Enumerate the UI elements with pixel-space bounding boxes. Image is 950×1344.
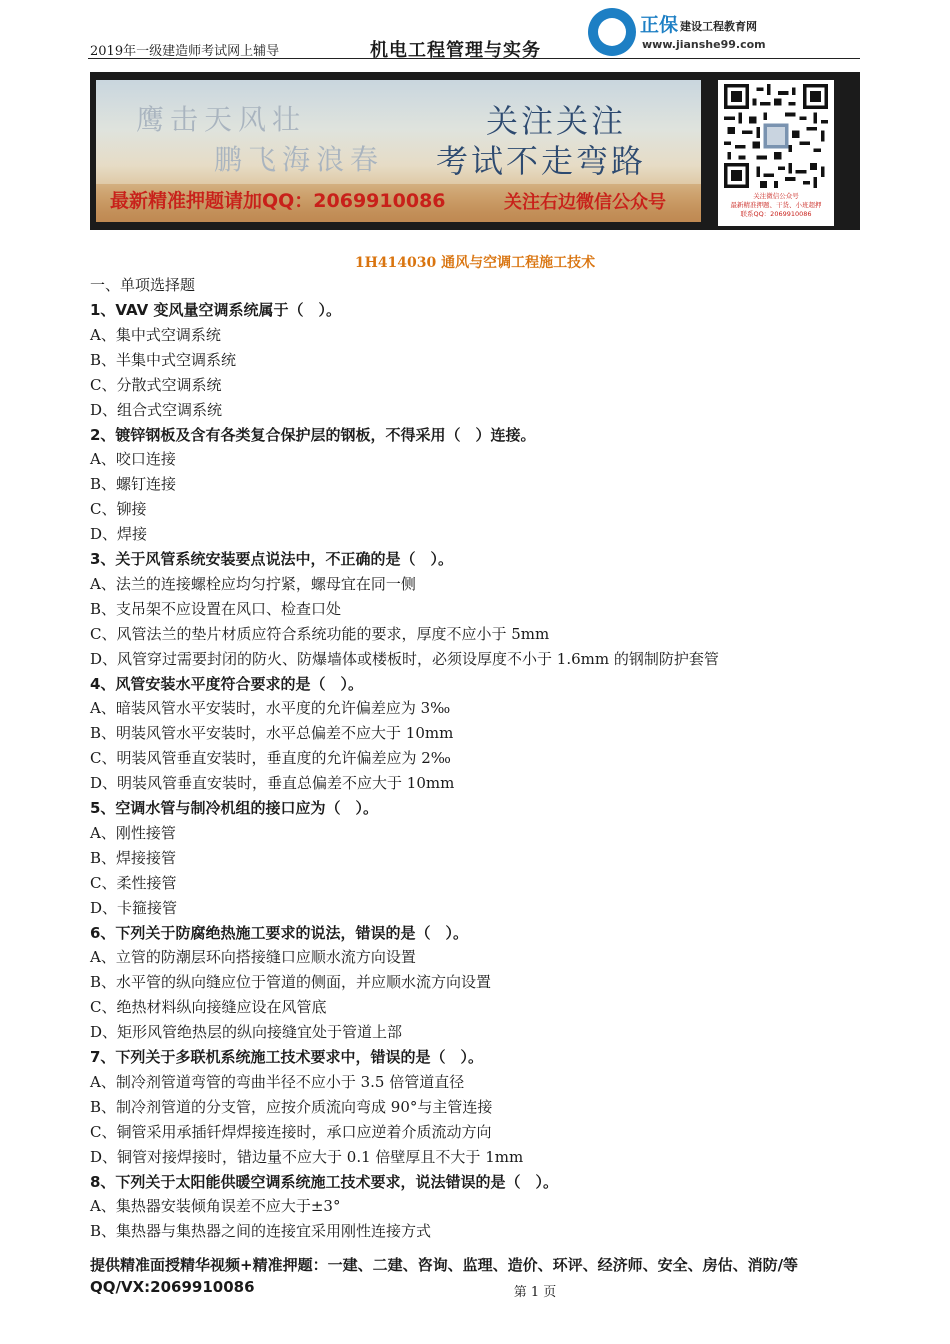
answer-option: A、法兰的连接螺栓应均匀拧紧，螺母宜在同一侧 xyxy=(90,574,416,593)
site-logo[interactable] xyxy=(588,8,860,56)
answer-option: A、集热器安装倾角误差不应大于±3° xyxy=(90,1197,341,1216)
answer-option: D、组合式空调系统 xyxy=(90,400,223,419)
answer-option: D、铜管对接焊接时，错边量不应大于 0.1 倍壁厚且不大于 1mm xyxy=(90,1147,524,1166)
answer-option: D、焊接 xyxy=(90,525,148,544)
answer-option: D、矩形风管绝热层的纵向接缝宜处于管道上部 xyxy=(90,1023,403,1042)
header-subject-title: 机电工程管理与实务 xyxy=(370,40,541,61)
header-divider xyxy=(88,58,860,59)
answer-option: D、卡箍接管 xyxy=(90,898,178,917)
answer-option: C、明装风管垂直安装时，垂直度的允许偏差应为 2‰ xyxy=(90,749,451,768)
answer-option: B、半集中式空调系统 xyxy=(90,350,237,369)
answer-option: B、焊接接管 xyxy=(90,848,177,867)
answer-option: B、水平管的纵向缝应位于管道的侧面，并应顺水流方向设置 xyxy=(90,973,492,992)
promo-banner[interactable] xyxy=(90,72,860,230)
section-heading: 一、单项选择题 xyxy=(90,276,196,294)
answer-option: A、立管的防潮层环向搭接缝口应顺水流方向设置 xyxy=(90,948,416,967)
document-title: 1H414030 通风与空调工程施工技术 xyxy=(354,255,596,271)
answer-option: C、分散式空调系统 xyxy=(90,375,222,394)
answer-option: A、咬口连接 xyxy=(90,450,176,469)
footer-promo-text: 提供精准面授精华视频+精准押题：一建、二建、咨询、监理、造价、环评、经济师、安全、房估、消防/等 xyxy=(90,1256,799,1274)
banner-slogan-line-2: 考试不走弯路 xyxy=(436,142,647,180)
answer-option: B、支吊架不应设置在风口、检查口处 xyxy=(90,599,342,618)
logo-sub-text: 建设工程教育网 xyxy=(680,20,757,33)
question-stem: 4、风管安装水平度符合要求的是（ ）。 xyxy=(90,674,363,693)
question-stem: 2、镀锌钢板及含有各类复合保护层的钢板，不得采用（ ）连接。 xyxy=(90,425,536,444)
answer-option: B、螺钉连接 xyxy=(90,475,177,494)
answer-option: D、明装风管垂直安装时，垂直总偏差不应大于 10mm xyxy=(90,774,455,793)
qr-code-panel[interactable] xyxy=(718,80,834,226)
answer-option: A、刚性接管 xyxy=(90,823,176,842)
qr-code-icon xyxy=(724,84,828,188)
logo-url-text: www.jianshe99.com xyxy=(642,38,766,51)
logo-brand-text: 正保 xyxy=(640,14,679,36)
answer-option: C、铆接 xyxy=(90,500,147,519)
banner-slogan-line-1: 关注关注 xyxy=(486,102,627,140)
question-stem: 3、关于风管系统安装要点说法中，不正确的是（ ）。 xyxy=(90,550,453,568)
banner-background-image xyxy=(96,80,701,222)
answer-option: D、风管穿过需要封闭的防火、防爆墙体或楼板时，必须设厚度不小于 1.6mm 的钢制防护套管 xyxy=(90,649,719,668)
question-stem: 8、下列关于太阳能供暖空调系统施工技术要求，说法错误的是（ ）。 xyxy=(90,1172,558,1191)
banner-qq-line: 最新精准押题请加QQ：2069910086 xyxy=(110,190,446,212)
answer-option: B、明装风管水平安装时，水平总偏差不应大于 10mm xyxy=(90,724,454,743)
answer-option: B、制冷剂管道的分支管，应按介质流向弯成 90°与主管连接 xyxy=(90,1097,493,1116)
answer-option: A、暗装风管水平安装时，水平度的允许偏差应为 3‰ xyxy=(90,699,451,718)
question-stem: 7、下列关于多联机系统施工技术要求中，错误的是（ ）。 xyxy=(90,1048,483,1066)
qr-caption-line-1: 关注微信公众号 xyxy=(753,192,799,200)
header-exam-title: 2019年一级建造师考试网上辅导 xyxy=(90,44,280,59)
answer-option: C、柔性接管 xyxy=(90,873,177,892)
question-stem: 1、VAV 变风量空调系统属于（ ）。 xyxy=(90,301,341,319)
answer-option: B、集热器与集热器之间的连接宜采用刚性连接方式 xyxy=(90,1222,432,1241)
qr-caption-line-3: 联系QQ：2069910086 xyxy=(740,210,812,218)
question-stem: 5、空调水管与制冷机组的接口应为（ ）。 xyxy=(90,799,378,817)
qr-caption-line-2: 最新精准押题、干货、小班超押 xyxy=(730,201,822,209)
logo-mark-icon xyxy=(588,8,636,56)
question-stem: 6、下列关于防腐绝热施工要求的说法，错误的是（ ）。 xyxy=(90,923,468,942)
footer-contact: QQ/VX:2069910086 xyxy=(90,1278,255,1296)
banner-poem-line-2: 鹏飞海浪春 xyxy=(214,143,385,176)
page-number: 第 1 页 xyxy=(513,1285,557,1300)
answer-option: A、集中式空调系统 xyxy=(90,325,221,344)
answer-option: C、风管法兰的垫片材质应符合系统功能的要求，厚度不应小于 5mm xyxy=(90,624,550,643)
banner-poem-line-1: 鹰击天风壮 xyxy=(136,103,307,136)
answer-option: C、铜管采用承插钎焊焊接连接时，承口应逆着介质流动方向 xyxy=(90,1122,492,1141)
qr-caption xyxy=(718,192,834,219)
banner-wechat-line: 关注右边微信公众号 xyxy=(504,192,666,213)
answer-option: C、绝热材料纵向接缝应设在风管底 xyxy=(90,998,327,1017)
answer-option: A、制冷剂管道弯管的弯曲半径不应小于 3.5 倍管道直径 xyxy=(90,1072,465,1091)
